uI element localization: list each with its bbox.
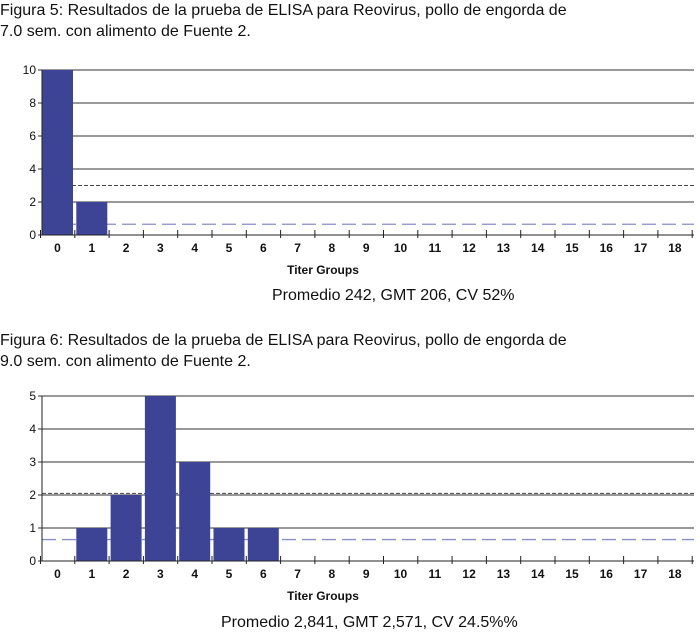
figure-5-title-line-2: 7.0 sem. con alimento de Fuente 2. xyxy=(0,23,251,40)
figure-5-x-tick-label: 7 xyxy=(294,241,301,255)
figure-5-x-tick-label: 0 xyxy=(54,241,61,255)
figure-5-y-tick-label: 0 xyxy=(29,228,36,242)
figure-6-x-tick-label: 18 xyxy=(668,567,682,581)
figure-5-x-axis-label: Titer Groups xyxy=(287,263,359,277)
figure-5-x-tick-label: 5 xyxy=(225,241,233,255)
figure-6-title-line-1: Figura 6: Resultados de la prueba de ELISA para Reovirus, pollo de engorda de xyxy=(0,332,567,349)
figure-6-x-tick-label: 13 xyxy=(496,567,511,581)
figure-5-y-tick-label: 2 xyxy=(29,195,36,209)
figure-5-x-tick-label: 18 xyxy=(668,241,682,255)
figure-6-bar-4 xyxy=(179,462,210,561)
figure-6-x-tick-label: 6 xyxy=(259,567,267,581)
figure-5-x-tick-label: 3 xyxy=(157,241,164,255)
figure-6-bar-5 xyxy=(214,528,245,561)
figure-6-bar-1 xyxy=(76,528,107,561)
figure-6-bar-3 xyxy=(145,396,176,561)
figure-5-x-tick-label: 1 xyxy=(88,241,96,255)
figure-6-x-axis-label: Titer Groups xyxy=(287,589,359,603)
figure-6-x-tick-label: 0 xyxy=(54,567,61,581)
figure-5-y-tick-label: 8 xyxy=(29,96,36,110)
figure-6-x-tick-label: 11 xyxy=(428,567,442,581)
figure-6-y-tick-label: 0 xyxy=(29,554,36,568)
figure-6-y-tick-label: 3 xyxy=(29,455,36,469)
figure-6-x-tick-label: 3 xyxy=(157,567,164,581)
figure-5-bar-0 xyxy=(42,70,73,235)
figure-5-x-tick-label: 11 xyxy=(428,241,442,255)
figure-6-chart xyxy=(0,384,700,610)
figure-6-x-tick-label: 17 xyxy=(633,567,648,581)
figure-5-x-tick-label: 6 xyxy=(259,241,267,255)
figure-5-stats: Promedio 242, GMT 206, CV 52% xyxy=(272,287,515,304)
figure-6-x-tick-label: 14 xyxy=(531,567,545,581)
figure-5-y-tick-label: 10 xyxy=(22,63,36,77)
figure-6-x-tick-label: 10 xyxy=(393,567,408,581)
figure-6-y-tick-label: 2 xyxy=(29,488,36,502)
figure-5-x-tick-label: 16 xyxy=(599,241,613,255)
figure-5-x-tick-label: 2 xyxy=(122,241,130,255)
figure-6-y-tick-label: 4 xyxy=(29,422,36,436)
figure-5-x-tick-label: 12 xyxy=(462,241,476,255)
figure-5-x-tick-label: 9 xyxy=(362,241,370,255)
figure-6-y-tick-label: 1 xyxy=(29,521,36,535)
figure-5-x-tick-label: 4 xyxy=(191,241,199,255)
figure-6-x-tick-label: 15 xyxy=(565,567,579,581)
figure-6-bar-2 xyxy=(111,495,142,561)
figure-6-x-tick-label: 12 xyxy=(462,567,476,581)
figure-6-x-tick-label: 7 xyxy=(294,567,301,581)
figure-5-y-tick-label: 4 xyxy=(29,162,36,176)
figure-5-title-line-1: Figura 5: Resultados de la prueba de ELISA para Reovirus, pollo de engorda de xyxy=(0,2,567,19)
figure-6-y-tick-label: 5 xyxy=(29,389,36,403)
figure-5-x-tick-label: 15 xyxy=(565,241,579,255)
figure-6-x-tick-label: 5 xyxy=(225,567,233,581)
figure-6-x-tick-label: 9 xyxy=(362,567,370,581)
figure-5-bar-1 xyxy=(76,202,107,235)
figure-5-x-tick-label: 8 xyxy=(328,241,336,255)
figure-6-x-tick-label: 8 xyxy=(328,567,336,581)
figure-5-x-tick-label: 10 xyxy=(393,241,408,255)
figure-5-chart xyxy=(0,58,700,284)
figure-6-x-tick-label: 1 xyxy=(88,567,96,581)
figure-5-x-tick-label: 13 xyxy=(496,241,511,255)
figure-5-y-tick-label: 6 xyxy=(29,129,36,143)
figure-6-bar-6 xyxy=(248,528,279,561)
figure-6-title-line-2: 9.0 sem. con alimento de Fuente 2. xyxy=(0,353,251,370)
figure-5-x-tick-label: 14 xyxy=(531,241,545,255)
figure-5-x-tick-label: 17 xyxy=(633,241,648,255)
figure-6-x-tick-label: 16 xyxy=(599,567,613,581)
figure-5-title xyxy=(0,0,700,42)
figure-6-x-tick-label: 4 xyxy=(191,567,199,581)
figure-6-title xyxy=(0,330,700,372)
figure-6-x-tick-label: 2 xyxy=(122,567,130,581)
figure-6-stats: Promedio 2,841, GMT 2,571, CV 24.5%% xyxy=(221,614,518,631)
